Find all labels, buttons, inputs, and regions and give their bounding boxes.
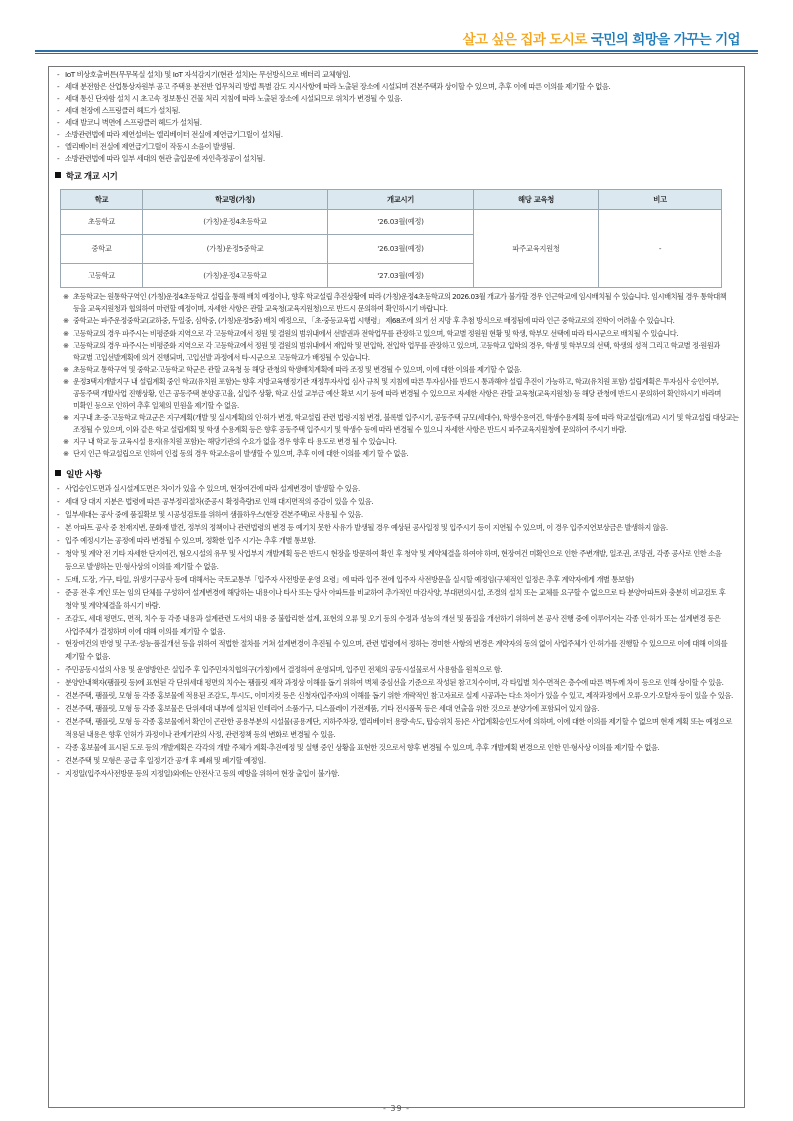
list-item: - 견본주택, 팸플릿, 모형 등 각종 홍보물은 단위세대 내부에 설치된 인테리어 소품가구, 디스플레이 가전제품, 기타 전시품목 등은 세대 연출을 위한 것으로 분양가에 포함되어 있지 않음. [57, 704, 600, 714]
note-item: ※ 단지 인근 학교설립으로 인하여 인접 동의 경우 학교소음이 발생할 수 있으며, 추후 이에 대한 이의를 제기 할 수 없음. [63, 448, 409, 458]
list-item: - 엘리베이터 전실에 제연급기그릴이 작동시 소음이 발생됨. [57, 142, 235, 152]
school-notes-list [55, 291, 739, 460]
school-table [60, 189, 722, 288]
note-item: ※ 운정3택지개발지구 내 설립계획 중인 학교(유치원 포함)는 향후 지방교육행정기관 재정투자사업 심사 규칙 및 지침에 따른 투자심사를 반드시 통과해야 설립 추진이 가능하고, 학교(유치원 포함) 설립계획은 투자심사 승인여부, 공동주택 개발사업 진행상황, 인근 공동주택 분양공고율, 실입주 상황, 학교 신설 교부금 예산 확보 시기 등에 따라 변경될 수 있으므로 자세한 사항은 관할 교육청(교육지원청) 등 해당 관청에 반드시 문의하여 확인하시기 바라며 미확인 등으로 인하여 추후 일체의 민원을 제기할 수 없음. [63, 376, 721, 410]
general-section-heading: 일반 사항 [55, 467, 739, 480]
list-item: - 도배, 도장, 가구, 타일, 위생기구공사 등에 대해서는 국토교통부「입주자 사전방문 운영 요령」에 따라 입주 전에 입주자 사전방문을 실시할 예정임(구체적인 일정은 추후 계약자에게 개별 통보함) [57, 574, 634, 584]
opening-date-cell: '26.03월(예정) [328, 210, 474, 235]
opening-date-cell: '26.03월(예정) [328, 234, 474, 263]
list-item: - 세대 당 대지 지분은 법령에 따른 공부정리절차(준공시 확정측량)로 인해 대지면적의 증감이 있을 수 있음. [57, 496, 374, 506]
table-header-row [61, 190, 722, 210]
note-item: ※ 초등학교는 원통학구역인 (가칭)운정4초등학교 설립을 통해 배치 예정이나, 향후 학교설립 추진상황에 따라 (가칭)운정4초등학교의 2026.03월 개교가 불가할 경우 인근학교에 임시배치될 수 있습니다. 임시배치될 경우 통학대책 등을 교육지원청과 협의하여 마련할 예정이며, 자세한 사항은 관할 교육청(교육지원청)으로 반드시 문의하여 확인하시기 바랍니다. [63, 292, 727, 314]
list-item: - 입주 예정시기는 공정에 따라 변경될 수 있으며, 정확한 입주 시기는 추후 개별 통보함. [57, 535, 316, 545]
list-item: - 주민공동시설의 사용 및 운영방안은 실입주 후 입주민자치협의구(가칭)에서 결정하여 운영되며, 입주민 전체의 공동시설물로서 사용함을 원칙으로 함. [57, 665, 503, 675]
page-number: - 39 - [382, 1104, 411, 1113]
school-type-cell: 중학교 [61, 234, 143, 263]
note-item: ※ 초등학교 통학구역 및 중학교·고등학교 학군은 관할 교육청 등 해당 관청의 학생배치계획에 따라 조정 및 변경될 수 있으며, 이에 대한 이의를 제기할 수 없음. [63, 364, 522, 374]
list-item: - 청약 및 계약 전 기타 자세한 단지여건, 혐오시설의 유무 및 사업부지 개발계획 등은 반드시 현장을 방문하여 확인 후 청약 및 계약체결을 하여야 하며, 현장여건 미확인으로 인한 주변개발, 일조권, 조망권, 각종 공사로 인한 소음 등으로 발생하는 민·형사상의 이의를 제기할 수 없음. [57, 548, 722, 571]
slogan-accent: 살고 싶은 집과 도시로 [462, 32, 587, 48]
header-divider [35, 50, 758, 54]
note-item: ※ 고등학교의 경우 파주시는 비평준화 지역으로 각 고등학교에서 정원 및 결원의 범위내에서 재입학 및 편입학, 전입학 업무를 관장하고 있으며, 고등학교 입학의 경우, 학생 및 학부모의 선택, 학생의 성적 그리고 학교별 정·원원과 학교별 고입선발계획에 의거 진행되며, 고입선발 과정에서 타·시군으로 고등학교가 배정될 수 있습니다. [63, 340, 720, 362]
school-section-heading: 학교 개교 시기 [55, 170, 739, 182]
list-item: - 세대 분전함은 산업통상자원부 공고 주택용 분전반 업무처리 방법 특별 감도 지시사항에 따라 노출된 장소에 시설되며 견본주택과 상이할 수 있으며, 추후 이에 따른 이의를 제기할 수 없음. [57, 82, 611, 92]
list-item: - IoT 비상호출버튼(무무목실 설치) 및 IoT 자석감지기(현관 설치)는 무선방식으로 배터리 교체형임. [57, 70, 351, 79]
list-item: - 사업승인도면과 실시설계도면은 차이가 있을 수 있으며, 현장여건에 따라 설계변경이 발생할 수 있음. [57, 484, 360, 494]
list-item: - 세대 발코니 벽면에 스프링클러 헤드가 설치됨. [57, 118, 202, 128]
list-item: - 준공 전·후 게인 또는 임의 단체를 구성하여 설계변경에 해당하는 내용이나 타사 또는 당사 아파트를 비교하여 추가적인 마감사양, 부대편의시설, 조경의 설치 또는 교체를 요구할 수 없으므로 타 분양아파트와 충분히 비교검토 후 청약 및 계약체결을 하시기 바람. [57, 587, 726, 610]
list-item: - 견본주택 및 모형은 공급 후 일정기간 공개 후 폐쇄 및 폐기할 예정임. [57, 756, 266, 766]
list-item: - 조감도, 세대 평면도, 면적, 치수 등 각종 내용과 설계관련 도서의 내용 중 불합리한 설계, 표현의 오류 및 오기 등의 수정과 성능의 개선 및 품질을 개선하기 위하여 본 공사 진행 중에 이루어지는 각종 인·허가 또는 설계변경 등은 사업주체가 결정하며 이에 대해 이의를 제기할 수 없음. [57, 613, 721, 636]
school-type-cell: 초등학교 [61, 210, 143, 235]
column-header: 학교 [61, 190, 143, 210]
content-box [48, 66, 745, 1108]
list-item: - 세대 통신 단자함 설치 시 초고속 정보통신 건물 처리 지침에 따라 노출된 장소에 시설되므로 위치가 변경될 수 있음. [57, 94, 403, 104]
school-type-cell: 고등학교 [61, 263, 143, 288]
list-item: - 세대 천장에 스프링클러 헤드가 설치됨. [57, 106, 180, 116]
list-item: - 각종 홍보물에 표시된 도로 등의 개발계획은 각각의 개발 주체가 계획·추진예정 및 실행 중인 상황을 표현한 것으로서 향후 변경될 수 있으며, 추후 개발계획 변경으로 인한 민·형사상 이의를 제기할 수 없음. [57, 743, 660, 753]
list-item: - 일부세대는 공사 중에 품질확보 및 시공성검토를 위하여 샘플하우스(현장 견본주택)로 사용될 수 있음. [57, 509, 363, 519]
note-item: ※ 고등학교의 경우 파주시는 비평준화 지역으로 각 고등학교에서 정원 및 결원의 범위내에서 선발권과 전학업무를 관장하고 있으며, 학교별 정원원 현황 및 학생, 학부모 선택에 따라 타시군으로 배치될 수 있습니다. [63, 328, 679, 338]
column-header: 학교명(가칭) [143, 190, 328, 210]
column-header: 해당 교육청 [474, 190, 599, 210]
remark-cell: - [599, 210, 722, 288]
list-item: - 소방관련법에 따라 제연설비는 엘리베이터 전실에 제연급기그릴이 설치됨. [57, 130, 283, 140]
opening-date-cell: '27.03월(예정) [328, 263, 474, 288]
school-name-cell: (가칭)운정4고등학교 [143, 263, 328, 288]
list-item: - 본 아파트 공사 중 천재지변, 문화재 발견, 정부의 정책이나 관련법령의 변경 등 예기치 못한 사유가 발생될 경우 예상된 공사일정 및 입주시기 등이 지연될 수 있으며, 이 경우 입주지연보상금은 발생하지 않음. [57, 522, 668, 532]
note-item: ※ 중학교는 파주운정중학교(교하중, 두일중, 심학중, (가칭)운정5중) 배치 예정으로, 「초·중등교육법 시행령」 제68조에 의거 선 지망 후 추첨 방식으로 배정됨에 따라 인근 중학교로의 진학이 어려울 수 있습니다. [63, 316, 675, 326]
list-item: - 현장여건의 반영 및 구조·성능·품질개선 등을 위하여 적법한 절차를 거쳐 설계변경이 추진될 수 있으며, 관련 법령에서 정하는 경미한 사항의 변경은 계약자의 동의 없이 사업주체가 인·허가를 진행할 수 있으므로 이에 대해 이의를 제기할 수 없음. [57, 639, 728, 662]
note-item: ※ 지구 내 학교 등 교육시설 용지(유치원 포함)는 해당기관의 수요가 없을 경우 향후 타 용도로 변경 될 수 있습니다. [63, 436, 397, 446]
school-name-cell: (가칭)운정4초등학교 [143, 210, 328, 235]
note-item: ※ 지구내 초·중·고등학교 학교군은 지구계획(개발 및 실시계획)의 인·허가 변경, 학교설립 관련 법령·지침 변경, 블록별 입주시기, 공동주택 규모(세대수), 학생수용여건, 학생수용계획 등에 따라 학교설립(개교) 시기 및 학교설립 대상교는 조정될 수 있으며, 이와 같은 학교 설립계획 및 학생 수용계획 등은 향후 공동주택 입주시기 및 학생수 등에 따라 변경될 수 있으니 자세한 사항은 반드시 파주교육지원청에 문의하여 주시기 바람. [63, 412, 739, 434]
square-bullet-icon [55, 470, 61, 476]
column-header: 비고 [599, 190, 722, 210]
list-item: - 견본주택, 팸플릿, 모형 등 각종 홍보물에 적용된 조감도, 투시도, 이미지컷 등은 신청자(입주자)의 이해를 돕기 위한 개략적인 참고자료로 실제 시공과는 다소 차이가 있을 수 있고, 제작과정에서 오류·오기·오탈자 등이 있을 수 있음. [57, 691, 733, 701]
slogan-brand: 국민의 희망을 가꾸는 기업 [590, 32, 740, 48]
column-header: 개교시기 [328, 190, 474, 210]
education-office-cell: 파주교육지원청 [474, 210, 599, 288]
header-slogan [462, 28, 740, 48]
list-item: - 소방관련법에 따라 일부 세대의 현관 출입문에 자인측정공이 설치됨. [57, 154, 265, 164]
table-row [61, 210, 722, 235]
school-name-cell: (가칭)운정5중학교 [143, 234, 328, 263]
top-bullet-list [55, 69, 739, 165]
square-bullet-icon [55, 172, 61, 178]
general-items-list [55, 483, 739, 781]
list-item: - 지정일(입주자사전방문 등의 지정일)외에는 안전사고 등의 예방을 위하여 현장 출입이 불가함. [57, 769, 340, 778]
list-item: - 분양안내책자(팸플릿 등)에 표현된 각 단위세대 평면의 치수는 팸플릿 제작 과정상 이해를 돕기 위하여 벽체 중심선을 기준으로 작성된 참고치수이며, 각 타입별 치수·면적은 층수에 따른 벽두께 차이 등으로 인해 상이할 수 있음. [57, 678, 724, 688]
list-item: - 견본주택, 팸플릿, 모형 등 각종 홍보물에서 확인이 곤란한 공용부분의 시설물(공용계단, 지하주차장, 엘리베이터 용량·속도, 탑승위치 등)은 사업계획승인도서에 의하며, 이에 대한 이의를 제기할 수 없으며 현재 계획 또는 예정으로 적용된 내용은 향후 인허가 과정이나 관계기관의 사정, 관련정책 등의 변화로 변경될 수 있음. [57, 717, 732, 740]
